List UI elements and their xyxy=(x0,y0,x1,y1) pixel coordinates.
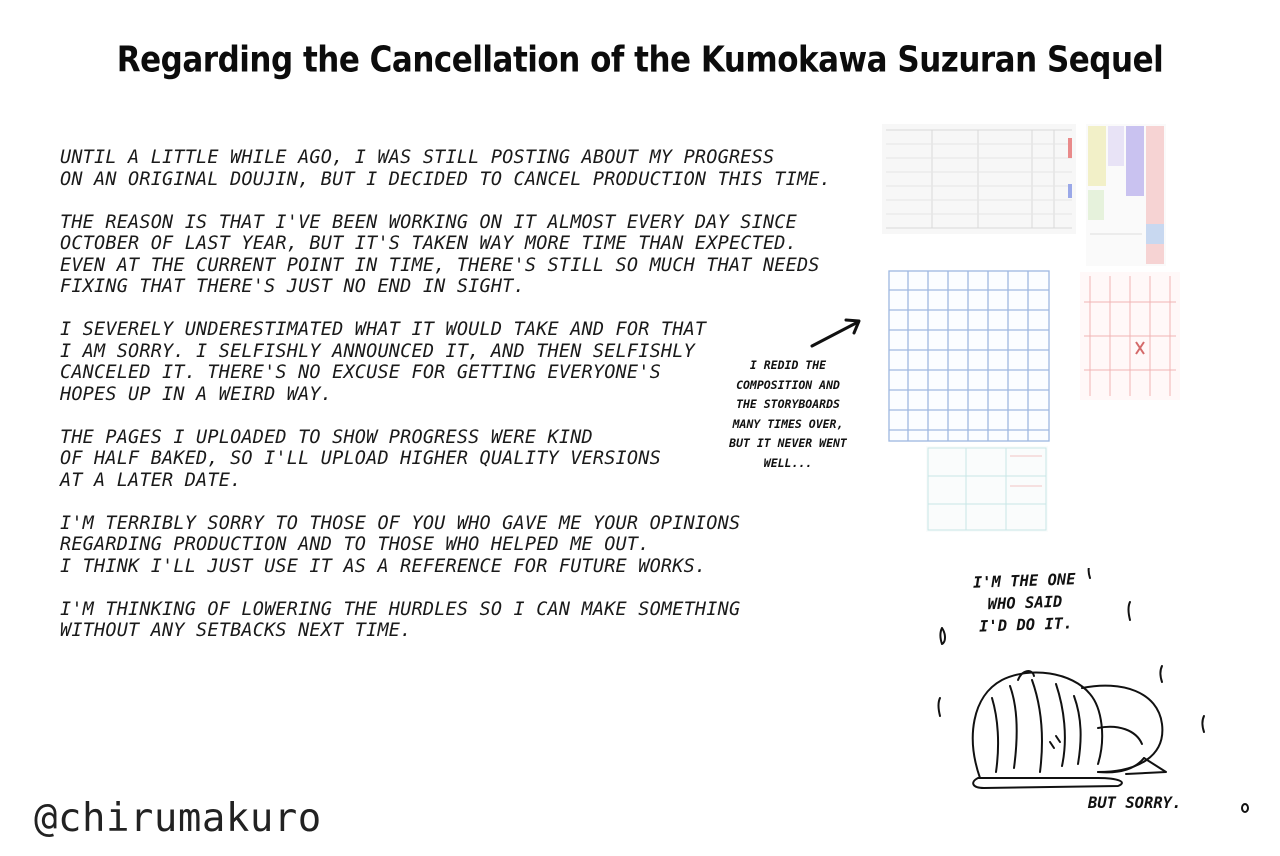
paragraph: I'M THINKING OF LOWERING THE HURDLES SO I CAN MAKE SOMETHING WITHOUT ANY SETBACKS NEXT TIME. xyxy=(60,598,741,641)
character-quote: I'M THE ONE WHO SAID I'D DO IT. xyxy=(972,570,1076,636)
side-note: I REDID THE COMPOSITION AND THE STORYBOARDS MANY TIMES OVER, BUT IT NEVER WENT WELL... xyxy=(729,358,847,470)
sorry-caption: BUT SORRY. xyxy=(1088,794,1182,812)
paragraph: THE REASON IS THAT I'VE BEEN WORKING ON IT ALMOST EVERY DAY SINCE OCTOBER OF LAST YEAR, BUT IT'S TAKEN WAY MORE TIME THAN EXPECTED. EVEN AT THE CURRENT POINT IN TIME, THERE'S STILL SO MUCH THAT NEEDS FIXING THAT THERE'S JUST NO END IN SIGHT. xyxy=(60,211,820,297)
storyboard-thumbnail xyxy=(882,124,1076,234)
paragraph: THE PAGES I UPLOADED TO SHOW PROGRESS WERE KIND OF HALF BAKED, SO I'LL UPLOAD HIGHER QUALITY VERSIONS AT A LATER DATE. xyxy=(60,426,661,491)
author-handle: @chirumakuro xyxy=(34,796,322,841)
circle-mark-icon xyxy=(1240,802,1250,814)
paragraph: I'M TERRIBLY SORRY TO THOSE OF YOU WHO GAVE ME YOUR OPINIONS REGARDING PRODUCTION AND TO THOSE WHO HELPED ME OUT. I THINK I'LL JUST USE IT AS A REFERENCE FOR FUTURE WORKS. xyxy=(60,512,741,577)
arrow-icon xyxy=(808,316,864,350)
storyboard-thumbnail xyxy=(1086,124,1166,266)
storyboard-thumbnail xyxy=(926,446,1048,532)
paragraph: I SEVERELY UNDERESTIMATED WHAT IT WOULD TAKE AND FOR THAT I AM SORRY. I SELFISHLY ANNOUNCED IT, AND THEN SELFISHLY CANCELED IT. THERE'S NO EXCUSE FOR GETTING EVERYONE'S HOPES UP IN A WEIRD WAY. xyxy=(60,319,707,405)
paragraph: UNTIL A LITTLE WHILE AGO, I WAS STILL POSTING ABOUT MY PROGRESS ON AN ORIGINAL DOUJIN, BUT I DECIDED TO CANCEL PRODUCTION THIS TIME. xyxy=(60,147,831,190)
page-title: Regarding the Cancellation of the Kumokawa Suzuran Sequel xyxy=(116,39,1164,81)
storyboard-thumbnail xyxy=(1080,272,1180,400)
storyboard-thumbnail xyxy=(888,270,1050,442)
